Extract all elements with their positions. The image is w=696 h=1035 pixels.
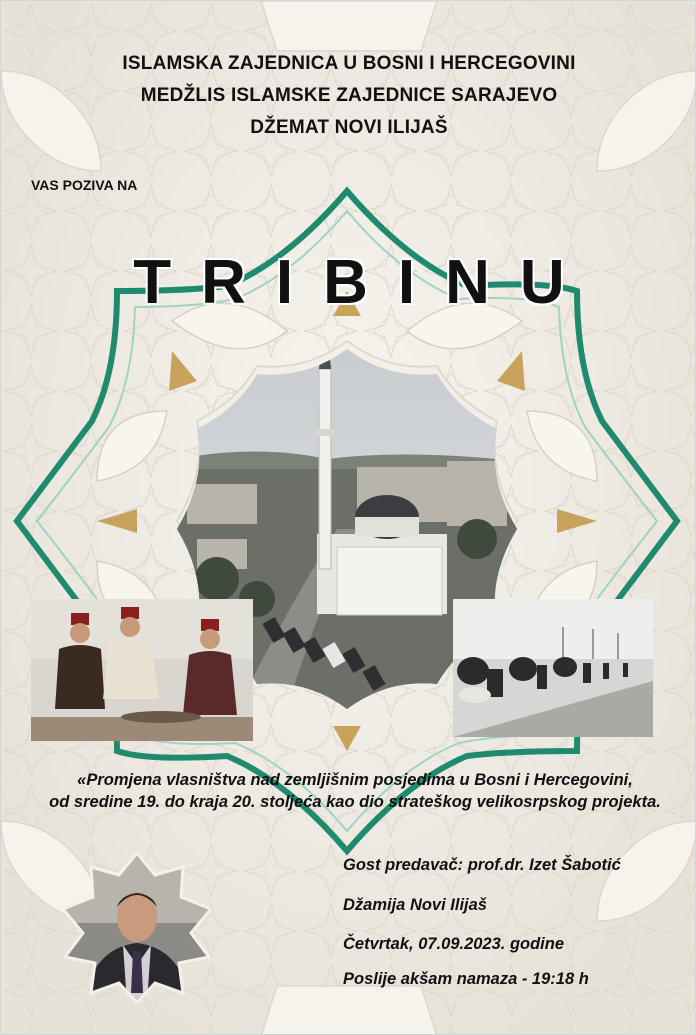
lecture-topic-line-2: od sredine 19. do kraja 20. stoljeća kao dio strateškog velikosrpskog projekta. (49, 793, 661, 811)
invitation-text: VAS POZIVA NA (31, 177, 138, 193)
lecture-topic (35, 769, 675, 813)
speaker-portrait-photo (63, 853, 211, 1003)
event-date: Četvrtak, 07.09.2023. godine (343, 935, 565, 953)
poster-title: TRIBINU (133, 248, 595, 317)
venue: Džamija Novi Ilijaš (343, 896, 487, 914)
council-name: MEDŽLIS ISLAMSKE ZAJEDNICE SARAJEVO (140, 85, 558, 106)
congregation-name: DŽEMAT NOVI ILIJAŠ (250, 117, 448, 138)
lecture-topic-line-1: «Promjena vlasništva nad zemljišnim posjedima u Bosni i Hercegovini, (77, 771, 633, 789)
historical-refugee-column-photo (453, 599, 653, 737)
organization-name: ISLAMSKA ZAJEDNICA U BOSNI I HERCEGOVINI (122, 53, 576, 74)
event-time: Poslije akšam namaza - 19:18 h (343, 970, 589, 988)
historical-men-seated-photo (31, 599, 253, 741)
guest-speaker: Gost predavač: prof.dr. Izet Šabotić (343, 856, 621, 874)
